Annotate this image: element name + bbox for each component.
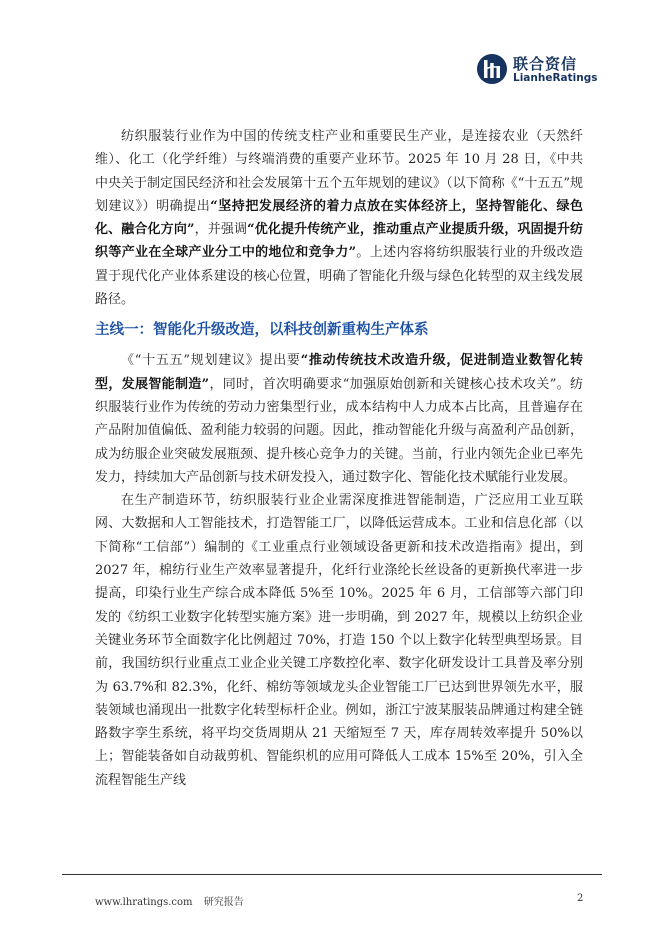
text-run: ，同时，首次明确要求“加强原始创新和关键核心技术攻关”。纺织服装行业作为传统的劳动力密集型行业，成本结构中人力成本占比高，且普遍存在产品附加值偏低、盈利能力较弱的问题。因此，推动智能化升级与高盈利产品创新，成为纺服企业突破发展瓶颈、提升核心竞争力的关键。当前，行业内领先企业已率先发力，持续加大产品创新与技术研发投入，通过数字化、智能化技术赋能行业发展。 — [95, 376, 583, 485]
company-logo — [476, 50, 616, 88]
text-run: 《“十五五”规划建议》提出要 — [121, 353, 301, 369]
bold-text: “优化提升传统产业，推动重点产业提质升级，巩固提升纺织等产业在全球产业分工中的地位和竞争力” — [95, 222, 583, 261]
footer-divider — [62, 874, 602, 875]
text-run: 。上述内容将纺织服装行业的升级改造置于现代化产业体系建设的核心位置，明确了智能化升级与绿色化转型的双主线发展路径。 — [95, 245, 583, 308]
footer-info — [95, 893, 252, 908]
text-run: ，并强调 — [194, 222, 248, 238]
section-heading: 主线一：智能化升级改造，以科技创新重构生产体系 — [95, 322, 429, 339]
footer-label: 研究报告 — [203, 897, 244, 908]
page-number: 2 — [577, 893, 584, 904]
paragraph-intro — [95, 125, 583, 311]
paragraph-policy — [95, 349, 583, 489]
footer-url[interactable]: www.lhratings.com — [95, 897, 193, 908]
document-body — [95, 125, 583, 792]
logo-english-name: LianheRatings — [513, 72, 598, 84]
bold-text: “推动传统技术改造升级，促进制造业数智化转型，发展智能制造” — [95, 353, 584, 392]
text-run: 纺织服装行业作为中国的传统支柱产业和重要民生产业，是连接农业（天然纤维）、化工（化学纤维）与终端消费的重要产业环节。2025 年 10 月 28 日，《中共中央关于制定国民经济和社会发展第十五个五年规划的建议》（以下简称《“十五五”规划建议》）明确提出 — [95, 129, 583, 214]
paragraph-manufacturing: 在生产制造环节，纺织服装行业企业需深度推进智能制造，广泛应用工业互联网、大数据和人工智能技术，打造智能工厂，以降低运营成本。工业和信息化部（以下简称“工信部”）编制的《工业重点行业领域设备更新和技术改造指南》提出，到 2027 年，棉纺行业生产效率显著提升，化纤行业涤纶长丝设备的更新换代率进一步提高，印染行业生产综合成本降低 5%至 10%。2025 年 6 月，工信部等六部门印发的《纺织工业数字化转型实施方案》进一步明确，到 2027 年，规模以上纺织企业关键业务环节全面数字化比例超过 70%，打造 150 个以上数字化转型典型场景。目前，我国纺织行业重点工业企业关键工序数控化率、数字化研发设计工具普及率分别为 63.7%和 82.3%，化纤、棉纺等领域龙头企业智能工厂已达到世界领先水平，服装领域也涌现出一批数字化转型标杆企业。例如，浙江宁波某服装品牌通过构建全链路数字孪生系统，将平均交货周期从 21 天缩短至 7 天，库存周转效率提升 50%以上；智能装备如自动裁剪机、智能织机的应用可降低人工成本 15%至 20%，引入全流程智能生产线 — [95, 493, 583, 788]
logo-chinese-name: 联合资信 — [513, 55, 578, 73]
lianhe-logo-icon — [476, 53, 508, 85]
bold-text: “坚持把发展经济的着力点放在实体经济上，坚持智能化、绿色化、融合化方向” — [95, 198, 583, 238]
